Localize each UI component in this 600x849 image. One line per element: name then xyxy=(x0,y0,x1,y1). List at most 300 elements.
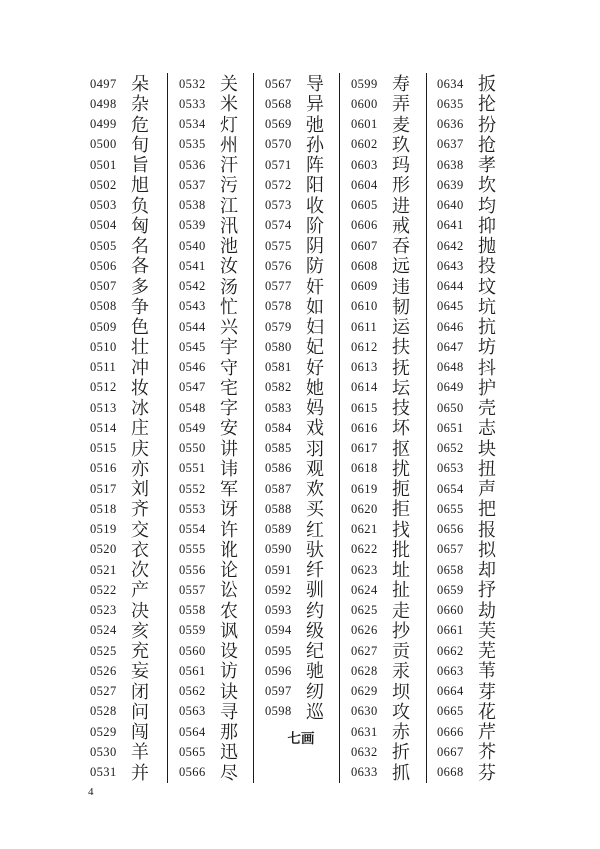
entry-number: 0579 xyxy=(265,319,292,334)
entry-row xyxy=(437,378,513,398)
entry-char: 芥 xyxy=(478,742,496,763)
entry-char: 守 xyxy=(220,357,238,378)
entry-char: 抖 xyxy=(478,357,496,378)
entry-char: 讲 xyxy=(220,438,238,459)
entry-char: 坏 xyxy=(392,418,410,439)
entry-char: 抛 xyxy=(478,236,496,257)
entry-char: 拟 xyxy=(478,539,496,560)
entry-number: 0596 xyxy=(265,663,292,678)
entry-row xyxy=(179,398,255,418)
entry-row xyxy=(179,520,255,540)
entry-number: 0616 xyxy=(351,420,378,435)
entry-char: 诀 xyxy=(220,681,238,702)
entry-number: 0666 xyxy=(437,724,464,739)
entry-char: 污 xyxy=(220,175,238,196)
entry-row xyxy=(179,621,255,641)
entry-row xyxy=(437,702,513,722)
entry-row xyxy=(351,398,427,418)
entry-row xyxy=(265,256,341,276)
entry-number: 0507 xyxy=(90,279,117,294)
entry-char: 问 xyxy=(131,701,149,722)
entry-number: 0648 xyxy=(437,360,464,375)
entry-row xyxy=(437,358,513,378)
entry-number: 0668 xyxy=(437,765,464,780)
entry-row xyxy=(437,196,513,216)
entry-number: 0500 xyxy=(90,137,117,152)
entry-number: 0580 xyxy=(265,339,292,354)
entry-char: 坊 xyxy=(478,337,496,358)
entry-number: 0630 xyxy=(351,704,378,719)
entry-number: 0606 xyxy=(351,218,378,233)
entry-row xyxy=(179,722,255,742)
entry-char: 劫 xyxy=(478,600,496,621)
entry-number: 0571 xyxy=(265,157,292,172)
entry-number: 0640 xyxy=(437,198,464,213)
entry-char: 安 xyxy=(220,418,238,439)
entry-number: 0651 xyxy=(437,420,464,435)
entry-char: 扶 xyxy=(392,337,410,358)
entry-row xyxy=(265,520,341,540)
entry-number: 0589 xyxy=(265,522,292,537)
entry-char: 报 xyxy=(478,519,496,540)
entry-row xyxy=(90,74,166,94)
entry-number: 0521 xyxy=(90,562,117,577)
entry-number: 0622 xyxy=(351,542,378,557)
entry-row xyxy=(351,94,427,114)
entry-char: 亦 xyxy=(131,458,149,479)
entry-number: 0562 xyxy=(179,684,206,699)
entry-row xyxy=(179,378,255,398)
entry-char: 抓 xyxy=(392,762,410,783)
entry-row xyxy=(437,499,513,519)
entry-number: 0522 xyxy=(90,582,117,597)
entry-row xyxy=(179,115,255,135)
entry-char: 她 xyxy=(306,377,324,398)
entry-row xyxy=(351,661,427,681)
entry-number: 0572 xyxy=(265,177,292,192)
entry-number: 0615 xyxy=(351,400,378,415)
entry-row xyxy=(90,459,166,479)
entry-char: 冰 xyxy=(131,398,149,419)
entry-char: 芽 xyxy=(478,681,496,702)
entry-number: 0584 xyxy=(265,420,292,435)
entry-row xyxy=(179,196,255,216)
entry-char: 把 xyxy=(478,499,496,520)
entry-number: 0553 xyxy=(179,501,206,516)
entry-row xyxy=(437,277,513,297)
entry-row xyxy=(90,196,166,216)
entry-number: 0587 xyxy=(265,481,292,496)
entry-number: 0544 xyxy=(179,319,206,334)
entry-row xyxy=(351,641,427,661)
entry-number: 0590 xyxy=(265,542,292,557)
entry-char: 运 xyxy=(392,317,410,338)
entry-char: 讳 xyxy=(220,458,238,479)
entry-char: 壳 xyxy=(478,398,496,419)
entry-row xyxy=(351,459,427,479)
entry-number: 0609 xyxy=(351,279,378,294)
entry-row xyxy=(179,479,255,499)
entry-char: 麦 xyxy=(392,114,410,135)
entry-row xyxy=(437,601,513,621)
entry-row xyxy=(90,520,166,540)
entry-number: 0655 xyxy=(437,501,464,516)
entry-number: 0560 xyxy=(179,643,206,658)
entry-row xyxy=(437,682,513,702)
entry-row xyxy=(351,742,427,762)
entry-row xyxy=(265,499,341,519)
entry-row xyxy=(351,621,427,641)
entry-row xyxy=(437,74,513,94)
entry-char: 苇 xyxy=(478,661,496,682)
entry-char: 次 xyxy=(131,560,149,581)
entry-row xyxy=(90,297,166,317)
entry-column-3 xyxy=(265,74,341,747)
entry-char: 江 xyxy=(220,195,238,216)
entry-number: 0578 xyxy=(265,299,292,314)
entry-char: 池 xyxy=(220,236,238,257)
entry-row xyxy=(179,236,255,256)
entry-row xyxy=(265,479,341,499)
entry-number: 0608 xyxy=(351,258,378,273)
entry-row xyxy=(265,418,341,438)
entry-char: 收 xyxy=(306,195,324,216)
entry-row xyxy=(437,763,513,783)
entry-row xyxy=(90,641,166,661)
entry-number: 0626 xyxy=(351,623,378,638)
entry-number: 0614 xyxy=(351,380,378,395)
entry-row xyxy=(351,418,427,438)
entry-char: 汝 xyxy=(220,256,238,277)
entry-char: 远 xyxy=(392,256,410,277)
entry-char: 匈 xyxy=(131,215,149,236)
entry-row xyxy=(90,155,166,175)
entry-row xyxy=(90,378,166,398)
entry-row xyxy=(179,560,255,580)
entry-char: 投 xyxy=(478,256,496,277)
entry-char: 阶 xyxy=(306,215,324,236)
entry-char: 抗 xyxy=(478,317,496,338)
entry-char: 旭 xyxy=(131,175,149,196)
entry-number: 0550 xyxy=(179,441,206,456)
entry-row xyxy=(179,256,255,276)
entry-number: 0577 xyxy=(265,279,292,294)
entry-number: 0631 xyxy=(351,724,378,739)
entry-row xyxy=(179,641,255,661)
entry-row xyxy=(179,317,255,337)
entry-number: 0658 xyxy=(437,562,464,577)
entry-number: 0598 xyxy=(265,704,292,719)
entry-char: 设 xyxy=(220,641,238,662)
entry-char: 好 xyxy=(306,357,324,378)
entry-char: 州 xyxy=(220,134,238,155)
entry-number: 0660 xyxy=(437,603,464,618)
entry-char: 驯 xyxy=(306,580,324,601)
entry-char: 坎 xyxy=(478,175,496,196)
entry-row xyxy=(351,277,427,297)
entry-char: 充 xyxy=(131,641,149,662)
entry-row xyxy=(437,580,513,600)
entry-char: 亥 xyxy=(131,620,149,641)
entry-number: 0566 xyxy=(179,765,206,780)
entry-number: 0636 xyxy=(437,117,464,132)
entry-number: 0582 xyxy=(265,380,292,395)
entry-number: 0543 xyxy=(179,299,206,314)
entry-row xyxy=(179,155,255,175)
entry-char: 决 xyxy=(131,600,149,621)
entry-row xyxy=(90,722,166,742)
entry-number: 0556 xyxy=(179,562,206,577)
entry-number: 0591 xyxy=(265,562,292,577)
section-header-seven-strokes: 七画 xyxy=(287,731,315,746)
entry-char: 折 xyxy=(392,742,410,763)
entry-char: 寿 xyxy=(392,74,410,95)
entry-row xyxy=(90,317,166,337)
entry-row xyxy=(351,256,427,276)
entry-row xyxy=(90,337,166,357)
entry-char: 巡 xyxy=(306,701,324,722)
entry-row xyxy=(179,74,255,94)
entry-number: 0525 xyxy=(90,643,117,658)
entry-char: 刘 xyxy=(131,479,149,500)
entry-char: 驰 xyxy=(306,661,324,682)
entry-number: 0498 xyxy=(90,96,117,111)
entry-row xyxy=(90,540,166,560)
entry-row xyxy=(179,135,255,155)
entry-number: 0653 xyxy=(437,461,464,476)
entry-char: 尽 xyxy=(220,762,238,783)
entry-row xyxy=(90,682,166,702)
entry-row xyxy=(351,439,427,459)
entry-char: 寻 xyxy=(220,701,238,722)
entry-char: 农 xyxy=(220,600,238,621)
entry-row xyxy=(179,702,255,722)
entry-char: 并 xyxy=(131,762,149,783)
entry-char: 志 xyxy=(478,418,496,439)
entry-row xyxy=(90,580,166,600)
entry-row xyxy=(351,337,427,357)
entry-row xyxy=(437,115,513,135)
entry-char: 杂 xyxy=(131,94,149,115)
entry-number: 0505 xyxy=(90,238,117,253)
entry-row xyxy=(90,94,166,114)
entry-row xyxy=(351,763,427,783)
entry-row xyxy=(179,601,255,621)
entry-char: 旨 xyxy=(131,155,149,176)
entry-char: 扮 xyxy=(478,114,496,135)
entry-char: 宇 xyxy=(220,337,238,358)
entry-char: 芜 xyxy=(478,641,496,662)
entry-char: 抄 xyxy=(392,620,410,641)
entry-number: 0575 xyxy=(265,238,292,253)
entry-row xyxy=(90,479,166,499)
entry-number: 0646 xyxy=(437,319,464,334)
entry-number: 0569 xyxy=(265,117,292,132)
entry-row xyxy=(437,216,513,236)
entry-number: 0528 xyxy=(90,704,117,719)
entry-char: 块 xyxy=(478,438,496,459)
entry-number: 0611 xyxy=(351,319,378,334)
column-divider xyxy=(167,73,168,783)
entry-char: 旬 xyxy=(131,134,149,155)
entry-row xyxy=(351,479,427,499)
entry-row xyxy=(265,682,341,702)
entry-row xyxy=(437,479,513,499)
entry-number: 0581 xyxy=(265,360,292,375)
entry-row xyxy=(437,641,513,661)
entry-number: 0663 xyxy=(437,663,464,678)
entry-number: 0506 xyxy=(90,258,117,273)
entry-number: 0537 xyxy=(179,177,206,192)
entry-row xyxy=(437,175,513,195)
entry-row xyxy=(265,74,341,94)
entry-number: 0504 xyxy=(90,218,117,233)
entry-char: 纪 xyxy=(306,641,324,662)
entry-number: 0583 xyxy=(265,400,292,415)
entry-char: 玛 xyxy=(392,155,410,176)
entry-number: 0638 xyxy=(437,157,464,172)
entry-row xyxy=(90,135,166,155)
entry-number: 0524 xyxy=(90,623,117,638)
entry-row xyxy=(437,236,513,256)
entry-row xyxy=(179,682,255,702)
entry-number: 0542 xyxy=(179,279,206,294)
entry-row xyxy=(90,277,166,297)
entry-number: 0604 xyxy=(351,177,378,192)
entry-number: 0586 xyxy=(265,461,292,476)
entry-char: 孙 xyxy=(306,134,324,155)
entry-number: 0520 xyxy=(90,542,117,557)
entry-number: 0565 xyxy=(179,744,206,759)
entry-row xyxy=(351,216,427,236)
entry-char: 讽 xyxy=(220,620,238,641)
entry-row xyxy=(179,418,255,438)
entry-number: 0645 xyxy=(437,299,464,314)
entry-row xyxy=(351,560,427,580)
entry-char: 论 xyxy=(220,560,238,581)
entry-char: 闭 xyxy=(131,681,149,702)
entry-number: 0558 xyxy=(179,603,206,618)
entry-row xyxy=(351,317,427,337)
entry-char: 孝 xyxy=(478,155,496,176)
page-number: 4 xyxy=(88,786,94,798)
entry-char: 拒 xyxy=(392,499,410,520)
entry-char: 抚 xyxy=(392,357,410,378)
entry-char: 址 xyxy=(392,560,410,581)
entry-char: 违 xyxy=(392,276,410,297)
entry-row xyxy=(179,499,255,519)
entry-row xyxy=(179,297,255,317)
entry-number: 0499 xyxy=(90,117,117,132)
entry-number: 0642 xyxy=(437,238,464,253)
entry-row xyxy=(90,601,166,621)
entry-number: 0548 xyxy=(179,400,206,415)
entry-char: 阴 xyxy=(306,236,324,257)
entry-row xyxy=(351,702,427,722)
entry-number: 0654 xyxy=(437,481,464,496)
entry-number: 0527 xyxy=(90,684,117,699)
entry-char: 奸 xyxy=(306,276,324,297)
entry-row xyxy=(437,661,513,681)
entry-number: 0639 xyxy=(437,177,464,192)
entry-number: 0526 xyxy=(90,663,117,678)
entry-row xyxy=(351,175,427,195)
entry-row xyxy=(351,115,427,135)
entry-row xyxy=(437,459,513,479)
entry-row xyxy=(179,742,255,762)
entry-number: 0603 xyxy=(351,157,378,172)
entry-number: 0650 xyxy=(437,400,464,415)
entry-char: 均 xyxy=(478,195,496,216)
entry-row xyxy=(265,337,341,357)
entry-char: 抠 xyxy=(392,438,410,459)
entry-number: 0665 xyxy=(437,704,464,719)
entry-number: 0557 xyxy=(179,582,206,597)
entry-number: 0576 xyxy=(265,258,292,273)
entry-char: 妄 xyxy=(131,661,149,682)
entry-number: 0661 xyxy=(437,623,464,638)
entry-char: 羊 xyxy=(131,742,149,763)
entry-char: 走 xyxy=(392,600,410,621)
entry-char: 汗 xyxy=(220,155,238,176)
entry-char: 庄 xyxy=(131,418,149,439)
entry-char: 芬 xyxy=(478,762,496,783)
entry-number: 0602 xyxy=(351,137,378,152)
entry-char: 争 xyxy=(131,296,149,317)
entry-row xyxy=(437,540,513,560)
entry-char: 玖 xyxy=(392,134,410,155)
entry-row xyxy=(90,742,166,762)
entry-column-2 xyxy=(179,74,255,783)
entry-char: 扳 xyxy=(478,74,496,95)
entry-number: 0618 xyxy=(351,461,378,476)
entry-number: 0515 xyxy=(90,441,117,456)
entry-number: 0538 xyxy=(179,198,206,213)
entry-row xyxy=(265,641,341,661)
entry-number: 0629 xyxy=(351,684,378,699)
entry-row xyxy=(179,175,255,195)
entry-row xyxy=(351,540,427,560)
entry-char: 危 xyxy=(131,114,149,135)
entry-char: 赤 xyxy=(392,722,410,743)
entry-char: 负 xyxy=(131,195,149,216)
entry-row xyxy=(90,418,166,438)
entry-char: 观 xyxy=(306,458,324,479)
entry-number: 0625 xyxy=(351,603,378,618)
entry-char: 进 xyxy=(392,195,410,216)
entry-row xyxy=(265,560,341,580)
entry-number: 0503 xyxy=(90,198,117,213)
entry-char: 阵 xyxy=(306,155,324,176)
entry-char: 兴 xyxy=(220,317,238,338)
entry-char: 纤 xyxy=(306,560,324,581)
entry-char: 弄 xyxy=(392,94,410,115)
entry-char: 冲 xyxy=(131,357,149,378)
entry-number: 0647 xyxy=(437,339,464,354)
entry-char: 异 xyxy=(306,94,324,115)
entry-char: 贡 xyxy=(392,641,410,662)
entry-row xyxy=(90,398,166,418)
entry-char: 朵 xyxy=(131,74,149,95)
entry-number: 0643 xyxy=(437,258,464,273)
entry-char: 攻 xyxy=(392,701,410,722)
entry-row xyxy=(351,499,427,519)
entry-char: 约 xyxy=(306,600,324,621)
entry-row xyxy=(265,661,341,681)
entry-row xyxy=(265,297,341,317)
entry-char: 戒 xyxy=(392,215,410,236)
entry-number: 0536 xyxy=(179,157,206,172)
